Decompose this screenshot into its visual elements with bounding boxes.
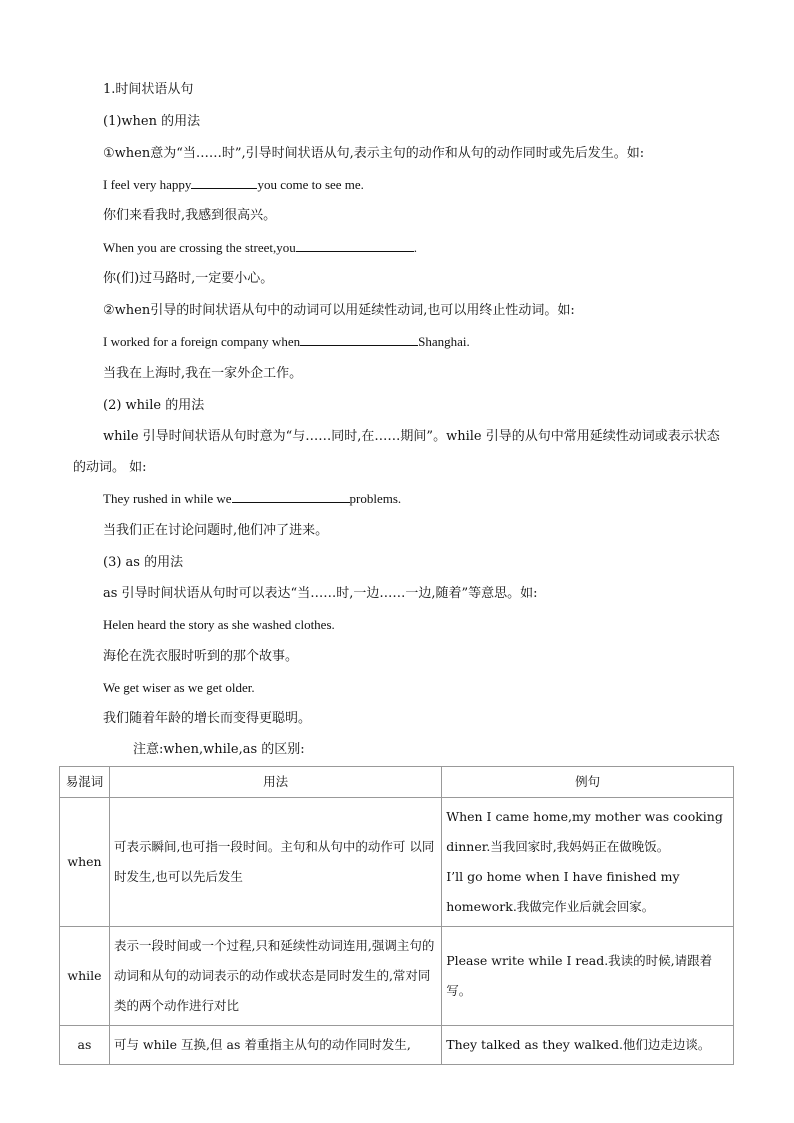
column-header: 例句	[442, 767, 734, 798]
section-heading: 1.时间状语从句	[103, 82, 194, 97]
table-row	[60, 798, 734, 927]
paragraph: ①when意为“当……时”,引导时间状语从句,表示主句的动作和从句的动作同时或先后发生。如:	[103, 146, 645, 161]
paragraph: as 引导时间状语从句时可以表达“当……时,一边……一边,随着”等意思。如:	[103, 586, 538, 601]
subheading-when: (1)when 的用法	[103, 114, 201, 129]
example-text: When I came home,my mother was cooking dinner.当我回家时,我妈妈正在做晚饭。	[446, 809, 723, 854]
sentence-part: I worked for a foreign company when	[103, 334, 301, 349]
translation: 当我们正在讨论问题时,他们冲了进来。	[103, 523, 329, 538]
translation: 我们随着年龄的增长而变得更聪明。	[103, 711, 312, 726]
example-sentence: Helen heard the story as she washed clothes.	[103, 617, 335, 632]
translation: 当我在上海时,我在一家外企工作。	[103, 366, 303, 381]
sentence-part: I feel very happy	[103, 177, 192, 192]
sentence-part: Shanghai.	[418, 334, 470, 349]
word-cell: while	[60, 927, 110, 1026]
example-text: They talked as they walked.他们边走边谈。	[446, 1037, 711, 1052]
comparison-table	[59, 766, 734, 1065]
note-heading: 注意:when,while,as 的区别:	[133, 742, 305, 757]
fill-blank[interactable]	[232, 490, 350, 503]
example-cell	[442, 1026, 734, 1065]
sentence-part: .	[413, 240, 418, 255]
example-sentence	[103, 490, 401, 508]
translation: 你们来看我时,我感到很高兴。	[103, 208, 277, 223]
table-header-row	[60, 767, 734, 798]
sentence-part: you come to see me.	[257, 177, 364, 192]
subheading-as: (3) as 的用法	[103, 555, 184, 570]
table-row	[60, 927, 734, 1026]
table-row	[60, 1026, 734, 1065]
usage-cell: 可表示瞬间,也可指一段时间。主句和从句中的动作可 以同时发生,也可以先后发生	[109, 798, 441, 927]
example-sentence	[103, 176, 364, 194]
paragraph: ②when引导的时间状语从句中的动词可以用延续性动词,也可以用终止性动词。如:	[103, 303, 575, 318]
usage-cell: 表示一段时间或一个过程,只和延续性动词连用,强调主句的动词和从句的动词表示的动作或状态是同时发生的,常对同类的两个动作进行对比	[109, 927, 441, 1026]
usage-cell: 可与 while 互换,但 as 着重指主从句的动作同时发生,	[109, 1026, 441, 1065]
translation: 你(们)过马路时,一定要小心。	[103, 271, 274, 286]
fill-blank[interactable]	[300, 333, 418, 346]
example-cell	[442, 927, 734, 1026]
translation: 海伦在洗衣服时听到的那个故事。	[103, 649, 299, 664]
example-sentence	[103, 239, 417, 257]
fill-blank[interactable]	[191, 176, 257, 189]
example-cell	[442, 798, 734, 927]
column-header: 易混词	[60, 767, 110, 798]
example-sentence: We get wiser as we get older.	[103, 680, 255, 695]
paragraph: while 引导时间状语从句时意为“与……同时,在……期间”。while 引导的从句中常用延续性动词或表示状态的动词。 如:	[73, 429, 720, 475]
fill-blank[interactable]	[296, 239, 414, 252]
example-text: Please write while I read.我读的时候,请跟着写。	[446, 953, 713, 998]
column-header: 用法	[109, 767, 441, 798]
subheading-while: (2) while 的用法	[103, 398, 205, 413]
word-cell: when	[60, 798, 110, 927]
sentence-part: problems.	[349, 491, 402, 506]
example-text: I’ll go home when I have finished my homework.我做完作业后就会回家。	[446, 869, 680, 914]
sentence-part: They rushed in while we	[103, 491, 232, 506]
sentence-part: When you are crossing the street,you	[103, 240, 296, 255]
example-sentence	[103, 333, 470, 351]
word-cell: as	[60, 1026, 110, 1065]
